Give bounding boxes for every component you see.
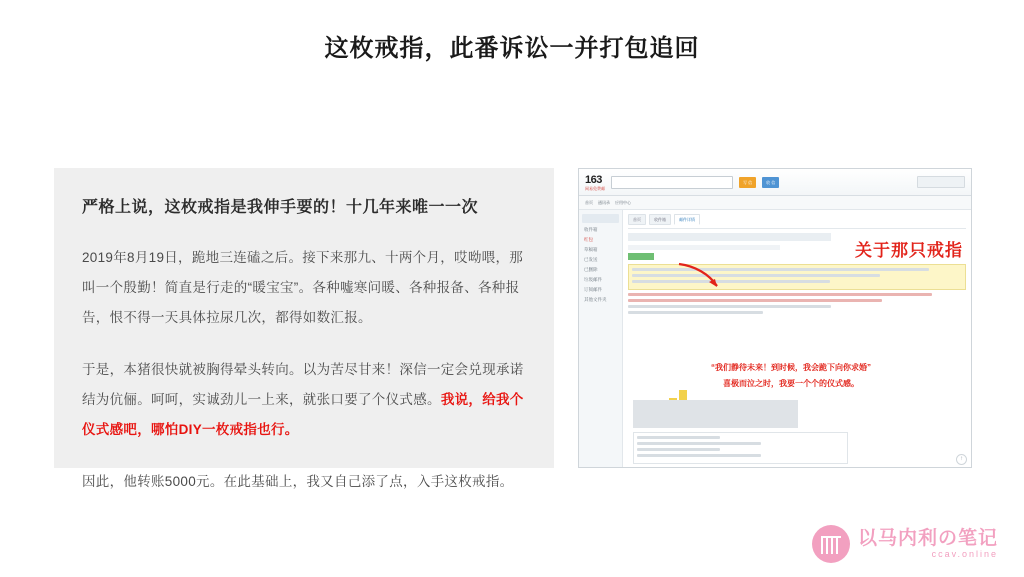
- mail-red-title: 关于那只戒指: [855, 241, 963, 260]
- watermark-text-group: [858, 529, 998, 559]
- tab-inbox[interactable]: 收件箱: [649, 214, 671, 225]
- sender-chip: [628, 253, 654, 260]
- sidebar-item-sent[interactable]: 已发送: [584, 257, 598, 262]
- mail-red-quote: [641, 360, 941, 392]
- quote-line-2: 喜极而泣之时，我要一个个的仪式感。: [723, 379, 859, 388]
- mail-tab-bar: [628, 214, 966, 229]
- mail-meta: [628, 245, 780, 250]
- mail-search-input[interactable]: [611, 176, 733, 189]
- body-line: [628, 311, 763, 314]
- sidebar-item-other[interactable]: 其他文件夹: [584, 297, 607, 302]
- mail-sidebar: [579, 210, 623, 468]
- mail-subject: [628, 233, 831, 241]
- paragraph-2-text: 于是，本猪很快就被胸得晕头转向。以为苦尽甘来！深信一定会兑现承诺结为伉俪。呵呵，实诚劲儿一上来，就张口要了个仪式感。: [82, 362, 524, 407]
- email-screenshot: [578, 168, 972, 468]
- card-heading: 严格上说，这枚戒指是我伸手要的！十几年来唯一一次: [82, 199, 479, 216]
- signature-line: [637, 454, 761, 457]
- quoted-line: [632, 274, 880, 277]
- paragraph-1: 2019年8月19日，跪地三连磕之后。接下来那九、十两个月，哎呦喂，那叫一个殷勤！简直是行走的“暖宝宝”。各种嘘寒问暖、各种报备、各种报告，恨不得一天具体拉尿几次，都得如数汇报。: [82, 250, 524, 325]
- toolbar-item-2[interactable]: 应用中心: [615, 199, 631, 205]
- page-title: 这枚戒指，此番诉讼一并打包追回: [324, 35, 700, 62]
- mail-topbar-right: [917, 176, 965, 188]
- signature-line: [637, 436, 720, 439]
- mail-body: [579, 210, 971, 468]
- signature-line: [637, 442, 761, 445]
- body-line: [628, 305, 831, 308]
- sidebar-item-spam[interactable]: 垃圾邮件: [584, 277, 602, 282]
- sidebar-item-subscription[interactable]: 订阅邮件: [584, 287, 602, 292]
- sidebar-item-inbox[interactable]: 收件箱: [584, 227, 598, 232]
- paragraph-3: 因此，他转账5000元。在此基础上，我又自己添了点，入手这枚戒指。: [82, 474, 514, 489]
- tab-home[interactable]: 首页: [628, 214, 646, 225]
- paragraph-2-highlight: 我说，给我个仪式感吧，哪怕DIY一枚戒指也行。: [82, 392, 524, 437]
- quoted-line: [632, 280, 830, 283]
- sidebar-item-deleted[interactable]: 已删除: [584, 267, 598, 272]
- mail-toolbar: [579, 196, 971, 210]
- text-card: [54, 168, 554, 489]
- scroll-top-icon[interactable]: ↑: [956, 454, 967, 465]
- signature-box: [633, 432, 848, 464]
- paragraph-2: [82, 355, 526, 445]
- sidebar-item-redpacket[interactable]: 红包: [584, 237, 593, 242]
- watermark: [812, 525, 998, 563]
- mail-topbar: [579, 169, 971, 196]
- mail-content: [623, 210, 971, 468]
- body-line: [628, 293, 932, 296]
- redacted-block: [633, 400, 798, 428]
- toolbar-item-1[interactable]: 通讯录: [598, 199, 610, 205]
- sidebar-item-drafts[interactable]: 草稿箱: [584, 247, 598, 252]
- toolbar-item-0[interactable]: 首页: [585, 199, 593, 205]
- signature-line: [637, 448, 720, 451]
- gate-logo-icon: [812, 525, 850, 563]
- topbar-pill[interactable]: [917, 176, 965, 188]
- watermark-url: ccav.online: [931, 549, 998, 559]
- body-line: [628, 299, 882, 302]
- quote-line-1: “我们静待未来！到时候，我会跪下向你求婚”: [711, 363, 871, 372]
- red-arrow-icon: [677, 262, 723, 292]
- tab-mail-detail[interactable]: 邮件详情: [674, 214, 700, 225]
- receive-button[interactable]: 收 信: [762, 177, 779, 188]
- mail-logo: 163 网易免费邮: [585, 173, 605, 191]
- sidebar-header: [582, 214, 619, 223]
- watermark-title: 以马内利の笔记: [857, 528, 998, 549]
- compose-button[interactable]: 写 信: [739, 177, 756, 188]
